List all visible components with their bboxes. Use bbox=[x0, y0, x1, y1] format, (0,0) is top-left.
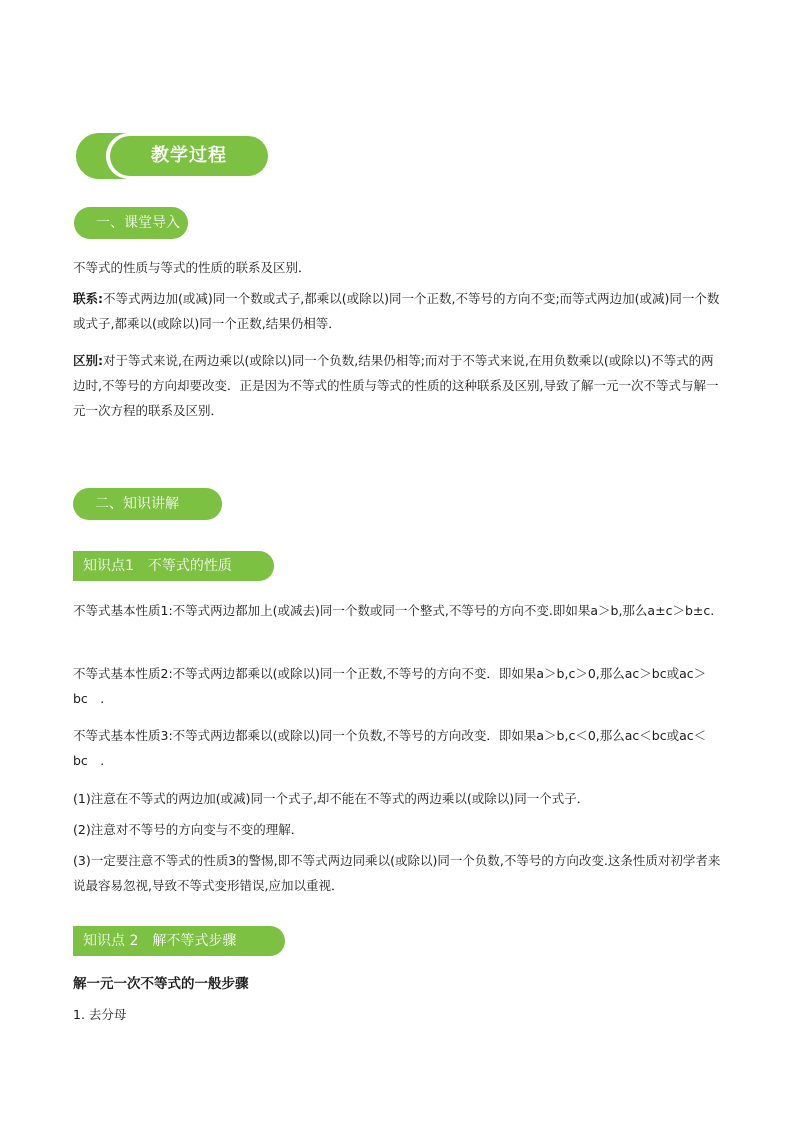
knowledge-point-2-header: 知识点 2 解不等式步骤 bbox=[73, 926, 285, 956]
steps-title: 解一元一次不等式的一般步骤 bbox=[73, 976, 249, 992]
section-header-knowledge: 二、知识讲解 bbox=[73, 488, 222, 520]
difference-text: 对于等式来说,在两边乘以(或除以)同一个负数,结果仍相等;而对于不等式来说,在用负数乘以(或除以)不等式的两边时,不等号的方向却要改变．正是因为不等式的性质与等式的性质的这种联系及区别,导致了解一元一次不等式与解一元一次方程的联系及区别． bbox=[73, 353, 719, 418]
property-2-paragraph: 不等式基本性质2:不等式两边都乘以(或除以)同一个正数,不等号的方向不变．即如果a＞b,c＞0,那么ac＞bc或ac＞bc . bbox=[73, 666, 707, 706]
note-2-paragraph: (2)注意对不等号的方向变与不变的理解． bbox=[73, 822, 304, 837]
knowledge-point-1-header: 知识点1 不等式的性质 bbox=[73, 551, 274, 581]
banner-title: 教学过程 bbox=[110, 136, 268, 176]
section-header-lesson-intro: 一、课堂导入 bbox=[74, 207, 188, 239]
note-1-paragraph: (1)注意在不等式的两边加(或减)同一个式子,却不能在不等式的两边乘以(或除以)同一个式子． bbox=[73, 791, 590, 806]
property-1-paragraph: 不等式基本性质1:不等式两边都加上(或减去)同一个数或同一个整式,不等号的方向不变.即如果a＞b,那么a±c＞b±c. bbox=[73, 603, 715, 618]
difference-label: 区别: bbox=[73, 353, 103, 368]
intro-text: 不等式的性质与等式的性质的联系及区别． bbox=[73, 260, 311, 275]
intro-paragraph bbox=[73, 255, 723, 280]
link-paragraph bbox=[73, 286, 723, 336]
section-banner-teaching-process bbox=[76, 133, 268, 179]
link-label: 联系: bbox=[73, 291, 103, 306]
difference-paragraph bbox=[73, 348, 723, 423]
link-text: 不等式两边加(或减)同一个数或式子,都乘以(或除以)同一个正数,不等号的方向不变;而等式两边加(或减)同一个数或式子,都乘以(或除以)同一个正数,结果仍相等． bbox=[73, 291, 720, 331]
step-1: 1. 去分母 bbox=[73, 1007, 127, 1022]
property-3-paragraph: 不等式基本性质3:不等式两边都乘以(或除以)同一个负数,不等号的方向改变．即如果a＞b,c＜0,那么ac＜bc或ac＜bc . bbox=[73, 728, 707, 768]
note-3-paragraph: (3)一定要注意不等式的性质3的警惕,即不等式两边同乘以(或除以)同一个负数,不等号的方向改变.这条性质对初学者来说最容易忽视,导致不等式变形错误,应加以重视． bbox=[73, 853, 721, 893]
